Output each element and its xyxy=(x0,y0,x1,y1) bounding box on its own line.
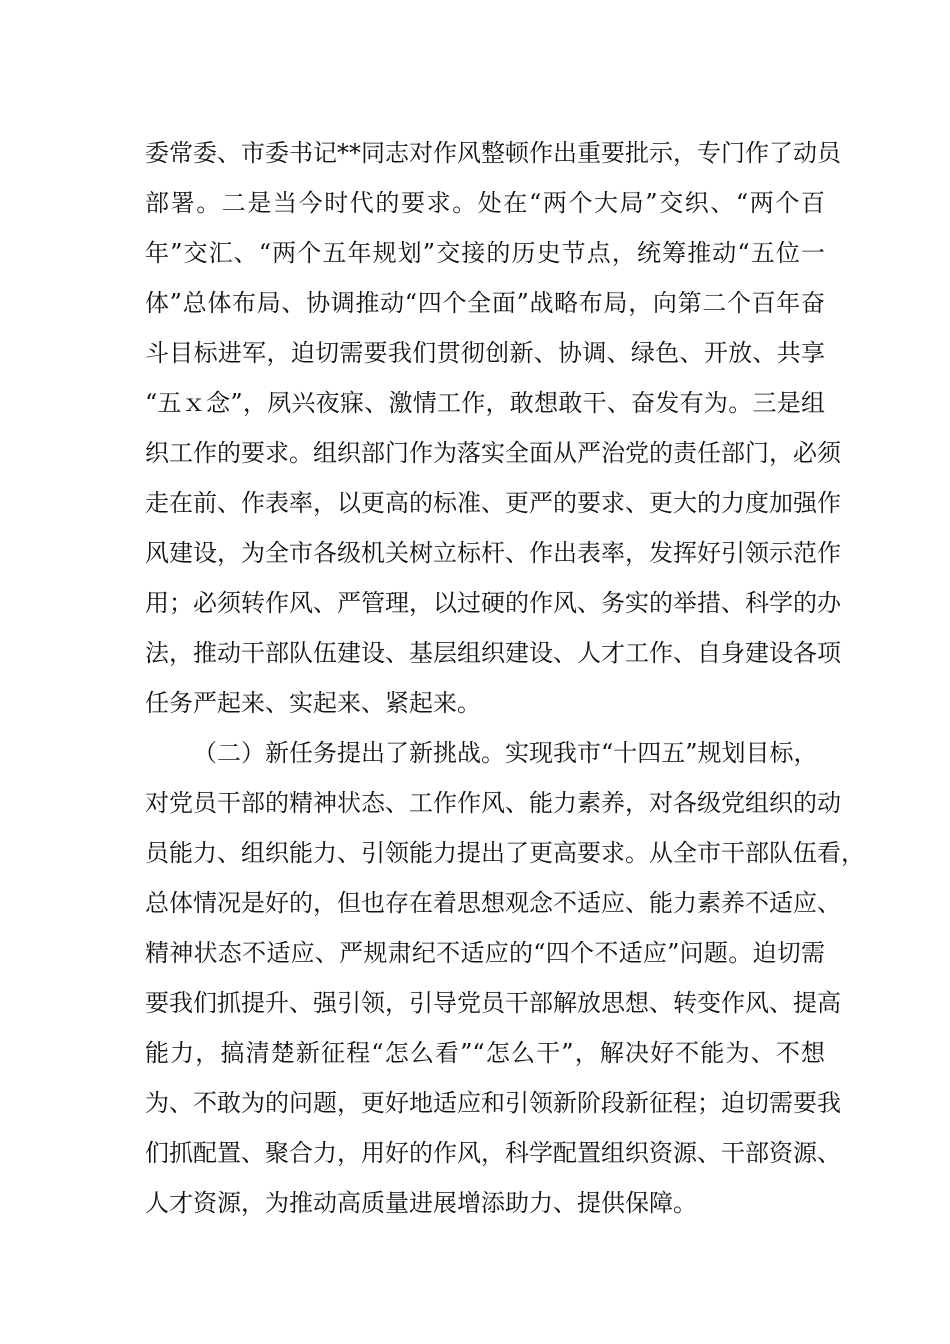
text-line: 法，推动干部队伍建设、基层组织建设、人才工作、自身建设各项 xyxy=(145,639,841,667)
text-line: 能力，搞清楚新征程“怎么看”“怎么干”，解决好不能为、不想 xyxy=(145,1039,825,1067)
text-line: 走在前、作表率，以更高的标准、更严的要求、更大的力度加强作 xyxy=(145,489,841,517)
text-line: 任务严起来、实起来、紧起来。 xyxy=(145,689,481,717)
text-line: 要我们抓提升、强引领，引导党员干部解放思想、转变作风、提高 xyxy=(145,989,841,1017)
text-line: 体”总体布局、协调推动“四个全面”战略布局，向第二个百年奋 xyxy=(145,289,825,317)
text-line: 风建设，为全市各级机关树立标杆、作出表率，发挥好引领示范作 xyxy=(145,539,841,567)
text-line: 人才资源，为推动高质量进展增添助力、提供保障。 xyxy=(145,1189,697,1217)
text-line: 织工作的要求。组织部门作为落实全面从严治党的责任部门，必须 xyxy=(145,439,841,467)
paragraph-heading: （二）新任务提出了新挑战。实现我市“十四五”规划目标， xyxy=(193,739,818,767)
text-line: 为、不敢为的问题，更好地适应和引领新阶段新征程；迫切需要我 xyxy=(145,1089,841,1117)
text-line: 对党员干部的精神状态、工作作风、能力素养，对各级党组织的动 xyxy=(145,789,841,817)
text-line: 委常委、市委书记**同志对作风整顿作出重要批示，专门作了动员 xyxy=(145,139,841,167)
text-line: 总体情况是好的，但也存在着思想观念不适应、能力素养不适应、 xyxy=(145,889,841,917)
text-line: “五ｘ念”，夙兴夜寐、激情工作，敢想敢干、奋发有为。三是组 xyxy=(145,389,825,417)
text-line: 年”交汇、“两个五年规划”交接的历史节点，统筹推动“五位一 xyxy=(145,239,825,267)
text-line: 们抓配置、聚合力，用好的作风，科学配置组织资源、干部资源、 xyxy=(145,1139,841,1167)
text-line: 精神状态不适应、严规肃纪不适应的“四个不适应”问题。迫切需 xyxy=(145,939,825,967)
text-line: 用；必须转作风、严管理，以过硬的作风、务实的举措、科学的办 xyxy=(145,589,841,617)
text-line: 斗目标进军，迫切需要我们贯彻创新、协调、绿色、开放、共享 xyxy=(145,339,825,367)
text-line: 员能力、组织能力、引领能力提出了更高要求。从全市干部队伍看， xyxy=(145,839,865,867)
text-line: 部署。二是当今时代的要求。处在“两个大局”交织、“两个百 xyxy=(145,189,825,217)
